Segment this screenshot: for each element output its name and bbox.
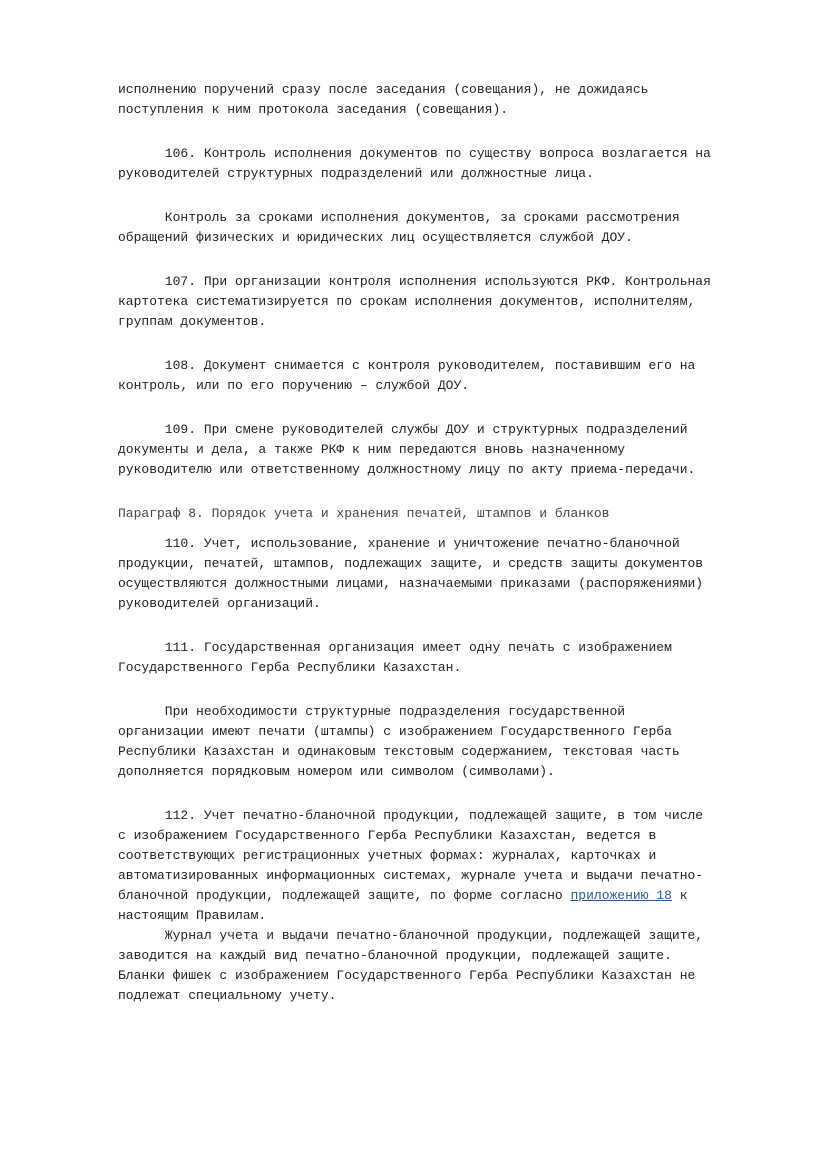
- text-line: с изображением Государственного Герба Республики Казахстан, ведется в: [118, 828, 657, 843]
- text-line: руководителей организаций.: [118, 596, 321, 611]
- text-line: 109. При смене руководителей службы ДОУ и структурных подразделений: [118, 422, 688, 437]
- paragraph-110: [118, 534, 768, 614]
- text-line: руководителей структурных подразделений или должностные лица.: [118, 166, 594, 181]
- text-line: документы и дела, а также РКФ к ним передаются вновь назначенному: [118, 442, 626, 457]
- text-line: 110. Учет, использование, хранение и уничтожение печатно-бланочной: [118, 536, 680, 551]
- text-line: соответствующих регистрационных учетных формах: журналах, карточках и: [118, 848, 657, 863]
- paragraph-111-structural: [118, 702, 768, 782]
- paragraph-106: [118, 144, 768, 184]
- text-fragment: бланочной продукции, подлежащей защите, по форме согласно: [118, 888, 571, 903]
- text-line: подлежат специальному учету.: [118, 988, 337, 1003]
- text-line: осуществляются должностными лицами, назначаемыми приказами (распоряжениями): [118, 576, 704, 591]
- text-line: группам документов.: [118, 314, 267, 329]
- text-line: Бланки фишек с изображением Государственного Герба Республики Казахстан не: [118, 968, 696, 983]
- text-line: Контроль за сроками исполнения документов, за сроками рассмотрения: [118, 210, 680, 225]
- paragraph-106-control: [118, 208, 768, 248]
- paragraph-112: [118, 806, 768, 926]
- text-line: Республики Казахстан и одинаковым текстовым содержанием, текстовая часть: [118, 744, 680, 759]
- text-line: 111. Государственная организация имеет одну печать с изображением: [118, 640, 672, 655]
- text-line: поступления к ним протокола заседания (совещания).: [118, 102, 509, 117]
- text-line: 108. Документ снимается с контроля руководителем, поставившим его на: [118, 358, 696, 373]
- text-line: исполнению поручений сразу после заседания (совещания), не дожидаясь: [118, 82, 649, 97]
- paragraph-108: [118, 356, 768, 396]
- text-line: дополняется порядковым номером или символом (символами).: [118, 764, 555, 779]
- text-line: заводится на каждый вид печатно-бланочной продукции, подлежащей защите.: [118, 948, 672, 963]
- text-line: автоматизированных информационных системах, журнале учета и выдачи печатно-: [118, 868, 704, 883]
- document-page: [118, 80, 768, 1006]
- text-fragment: к: [671, 888, 688, 903]
- text-line: руководителю или ответственному должностному лицу по акту приема-передачи.: [118, 462, 696, 477]
- text-line: 106. Контроль исполнения документов по существу вопроса возлагается на: [118, 146, 711, 161]
- text-line: продукции, печатей, штампов, подлежащих защите, и средств защиты документов: [118, 556, 704, 571]
- text-line: При необходимости структурные подразделения государственной: [118, 704, 626, 719]
- text-line: обращений физических и юридических лиц осуществляется службой ДОУ.: [118, 230, 633, 245]
- paragraph-continuation: [118, 80, 768, 120]
- section-heading: Параграф 8. Порядок учета и хранения печатей, штампов и бланков: [118, 506, 610, 521]
- appendix-18-link[interactable]: приложению 18: [570, 888, 672, 903]
- text-line: картотека систематизируется по срокам исполнения документов, исполнителям,: [118, 294, 696, 309]
- text-line: 107. При организации контроля исполнения используются РКФ. Контрольная: [118, 274, 711, 289]
- text-line: настоящим Правилам.: [118, 908, 267, 923]
- text-line-with-link: [118, 886, 768, 906]
- paragraph-112-journal: [118, 926, 768, 1006]
- text-line: контроль, или по его поручению – службой ДОУ.: [118, 378, 470, 393]
- paragraph-109: [118, 420, 768, 480]
- text-line: 112. Учет печатно-бланочной продукции, подлежащей защите, в том числе: [118, 808, 704, 823]
- text-line: Журнал учета и выдачи печатно-бланочной продукции, подлежащей защите,: [118, 928, 704, 943]
- paragraph-107: [118, 272, 768, 332]
- paragraph-111: [118, 638, 768, 678]
- text-line: Государственного Герба Республики Казахстан.: [118, 660, 462, 675]
- text-line: организации имеют печати (штампы) с изображением Государственного Герба: [118, 724, 672, 739]
